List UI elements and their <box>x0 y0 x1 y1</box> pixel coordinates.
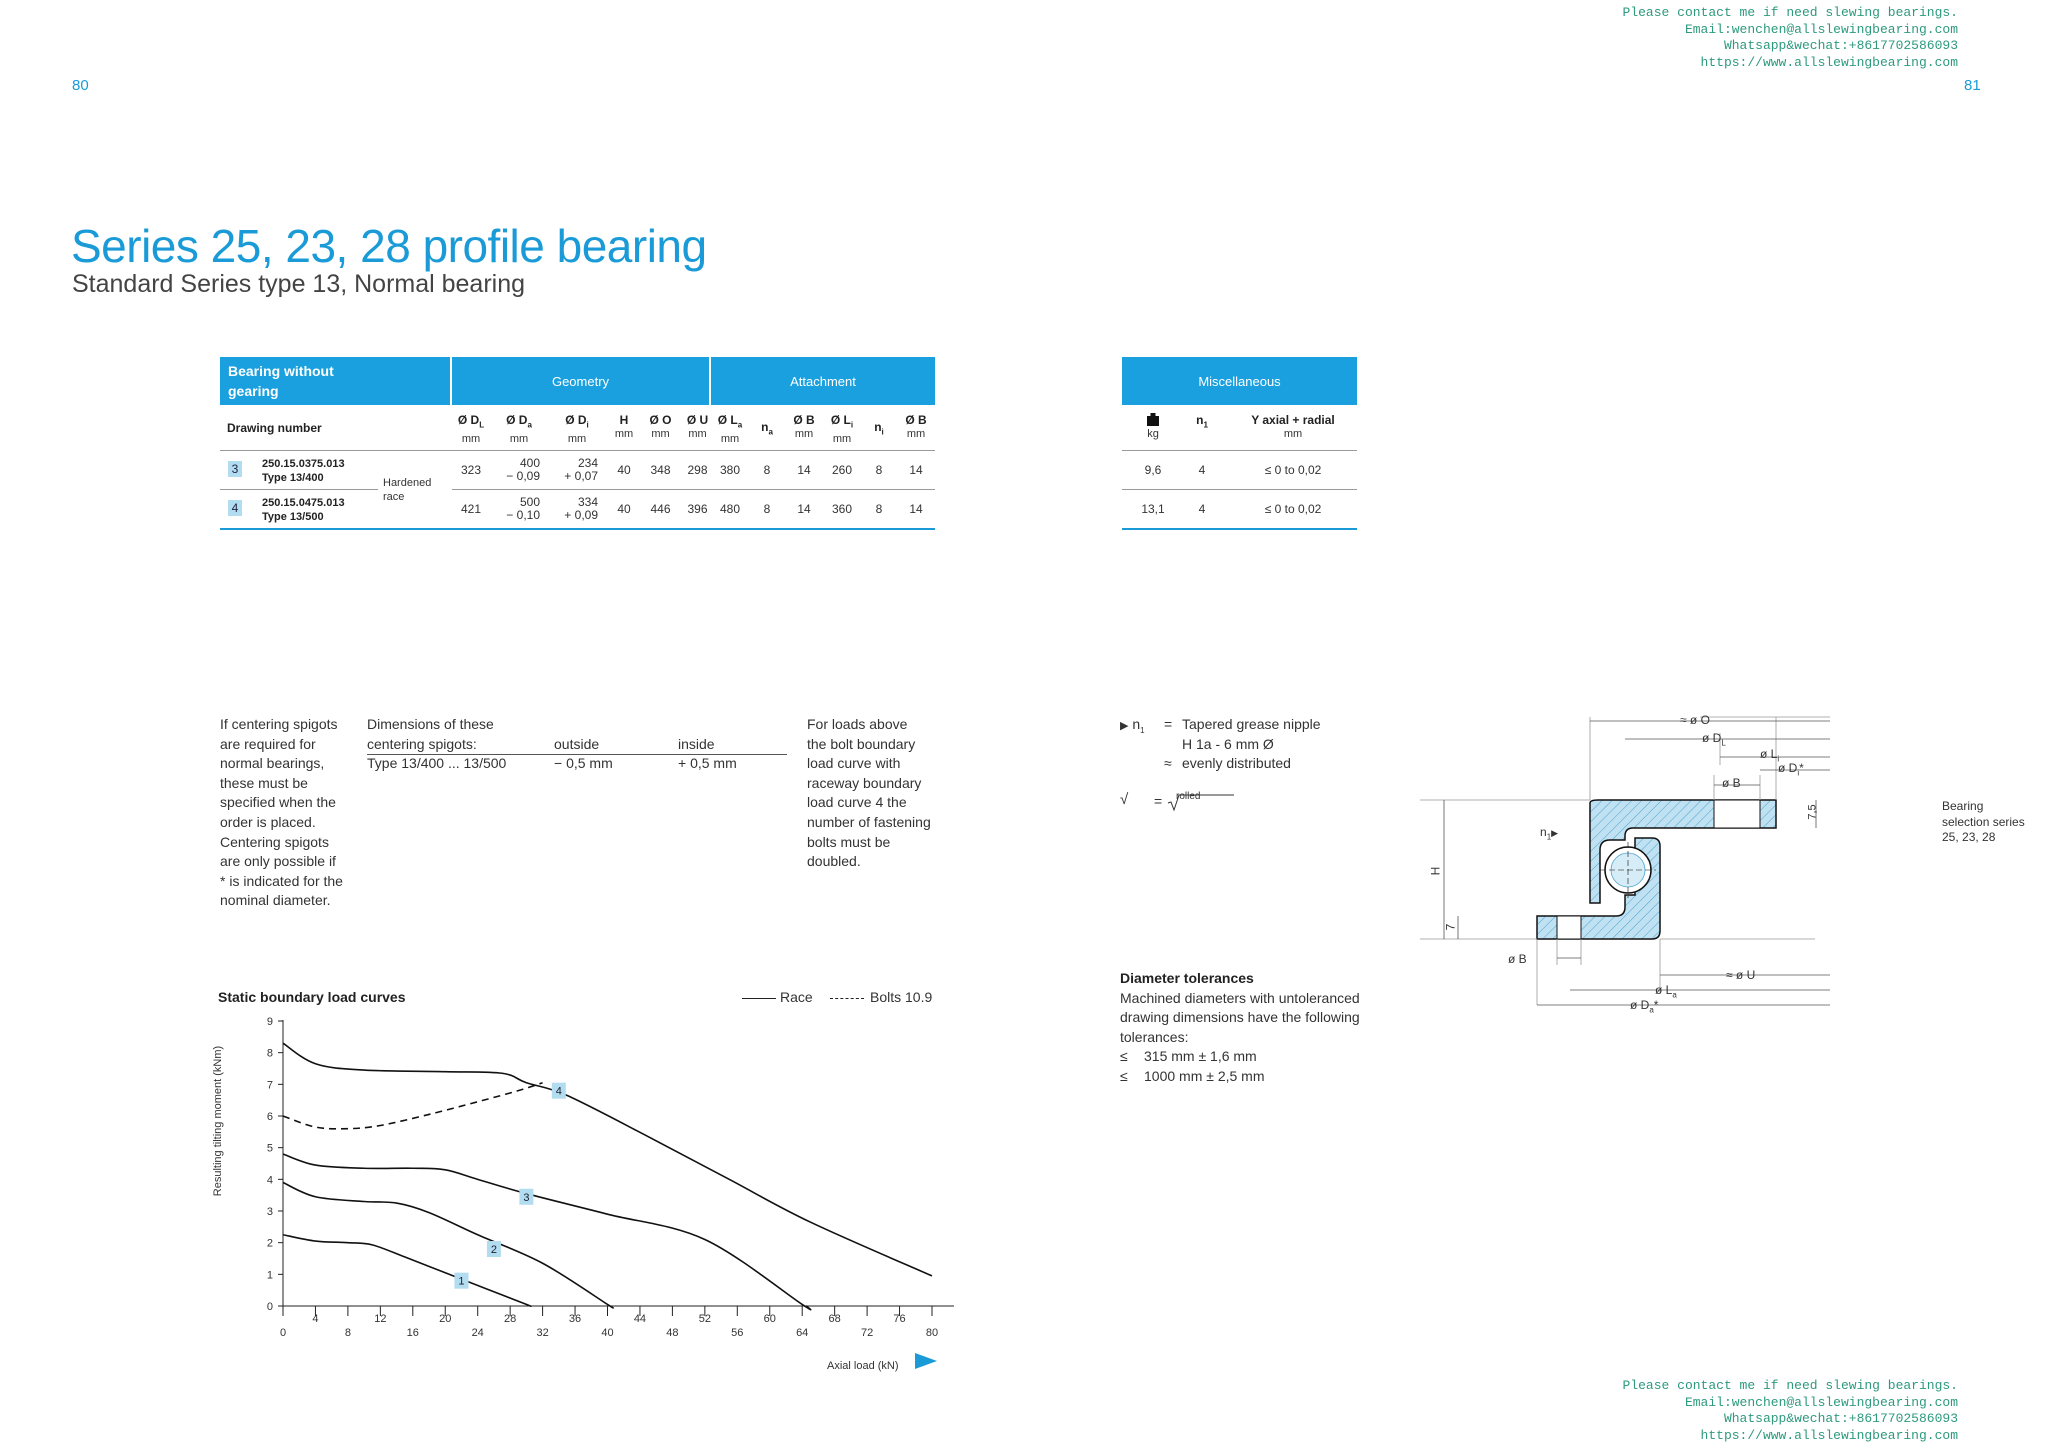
misc-row <box>1122 455 1357 487</box>
table-row <box>220 455 935 487</box>
curve-4-race <box>283 1043 932 1276</box>
x-tick-label: 16 <box>406 1327 419 1339</box>
note-nipple: ▶ $n_1$ = Tapered grease nipple H 1a - 6 mm Ø ≈ evenly distributed <box>1120 716 1321 772</box>
table-header-bearing <box>220 357 450 405</box>
x-tick-label: 12 <box>374 1313 387 1325</box>
x-tick-label: 68 <box>828 1313 841 1325</box>
cell-di: 234 + 0,07 <box>564 456 598 483</box>
x-tick-label: 52 <box>698 1313 711 1325</box>
y-tick-label: 2 <box>266 1237 273 1250</box>
header-label: Attachment <box>790 373 856 389</box>
row-type: Type 13/500 <box>262 511 324 523</box>
root-symbol <box>1166 793 1236 811</box>
cell-kg: 9,6 <box>1144 463 1162 477</box>
table-rule <box>220 489 378 490</box>
x-tick-label: 8 <box>344 1327 351 1339</box>
watermark-line: Whatsapp&wechat:+8617702586093 <box>1723 38 1958 53</box>
watermark-line: Email:wenchen@allslewingbearing.com <box>1684 1394 1958 1410</box>
cell-li: 260 <box>831 463 853 477</box>
note-centering: If centering spigots are required for normal bearings, these must be specified when the order is placed. Centering spigots are only possible if * is indicated for the nominal diameter. <box>220 716 343 909</box>
y-tick-label: 4 <box>266 1174 273 1187</box>
page-title: Series 25, 23, 28 profile bearing <box>71 220 707 272</box>
label-li: ø $L_i$ <box>1760 747 1780 764</box>
col-n1: $n_1$ <box>1196 413 1208 430</box>
col-ni: $n_i$ <box>874 420 884 437</box>
x-tick-label: 20 <box>439 1313 452 1325</box>
note-loads: For loads above the bolt boundary load curve with raceway boundary load curve 4 the number of fastening bolts must be doubled. <box>807 716 931 870</box>
watermark-line: https://www.allslewingbearing.com <box>1700 54 1958 70</box>
x-tick-label: 48 <box>666 1327 679 1339</box>
legend-race: Race <box>742 989 813 1005</box>
curve-2-race <box>283 1183 613 1308</box>
header-label: Bearing without gearing <box>228 363 334 399</box>
curve-label: 2 <box>490 1244 497 1256</box>
col-da: Ø $D_a$ mm <box>506 413 532 446</box>
watermark-line: https://www.allslewingbearing.com <box>1700 1427 1958 1443</box>
col-na: $n_a$ <box>761 420 773 437</box>
x-tick-label: 80 <box>925 1327 939 1339</box>
cell-o: 446 <box>650 502 671 516</box>
table-header-attachment <box>711 357 935 405</box>
triangle-right-icon: ▶ <box>1120 720 1129 732</box>
cell-h: 40 <box>617 502 631 516</box>
table-rule <box>220 450 935 451</box>
label-b-top: ø B <box>1722 776 1741 790</box>
row-drawing: 250.15.0375.013 <box>262 458 345 470</box>
legend-bolts-swatch <box>830 998 864 999</box>
table-rule <box>1122 450 1357 451</box>
misc-headers <box>1122 413 1357 448</box>
col-b2: Ø B mm <box>905 413 927 440</box>
table-bottom-rule <box>1122 528 1357 530</box>
bolt-hole-top <box>1714 800 1760 828</box>
bolt-hole-bottom <box>1557 916 1581 939</box>
label-o: ≈ ø O <box>1680 713 1710 727</box>
x-tick-label: 40 <box>601 1327 614 1339</box>
cell-ni: 8 <box>875 463 883 477</box>
col-di: Ø $D_i$ mm <box>565 413 589 446</box>
label-7-5: 7,5 <box>1806 804 1819 820</box>
x-tick-label: 36 <box>568 1313 582 1325</box>
header-label: Miscellaneous <box>1198 373 1281 389</box>
x-tick-label: 28 <box>504 1313 517 1325</box>
watermark-line: Please contact me if need slewing bearings. <box>1622 5 1958 20</box>
cell-u: 298 <box>687 463 708 477</box>
weight-icon <box>1147 413 1159 426</box>
cell-o: 348 <box>650 463 671 477</box>
col-h: H mm <box>614 413 634 440</box>
curve-4-bolts <box>283 1083 543 1129</box>
y-tick-label: 9 <box>266 1016 273 1028</box>
col-o: Ø O mm <box>649 413 672 440</box>
watermark-line: Whatsapp&wechat:+8617702586093 <box>1723 1411 1958 1426</box>
cell-ni: 8 <box>875 502 883 516</box>
curve-label: 3 <box>523 1191 530 1204</box>
y-tick-label: 5 <box>266 1142 273 1155</box>
rolled-label: rolled <box>1176 791 1201 802</box>
label-h: H <box>1428 866 1443 876</box>
table-header-misc <box>1122 357 1357 405</box>
cell-di: 334 + 0,09 <box>564 495 598 522</box>
table-row <box>220 494 935 526</box>
chart-ylabel: Resulting tilting moment (kNm) <box>212 1045 224 1197</box>
cell-b1: 14 <box>797 502 811 516</box>
side-label: Bearing selection series 25, 23, 28 <box>1942 799 2025 844</box>
cell-kg: 13,1 <box>1141 502 1165 516</box>
hardened-race-label: Hardened race <box>383 477 432 503</box>
cell-li: 360 <box>831 502 853 516</box>
x-tick-label: 32 <box>536 1327 549 1339</box>
y-tick-label: 3 <box>266 1206 273 1218</box>
cell-dl: 421 <box>460 502 482 516</box>
col-b1: Ø B mm <box>793 413 815 440</box>
chart-xlabel: Axial load (kN) <box>827 1360 899 1372</box>
watermark-line: Please contact me if need slewing bearings. <box>1622 1378 1958 1393</box>
col-u: Ø U mm <box>686 413 709 440</box>
x-tick-label: 76 <box>893 1313 906 1325</box>
cell-da: 400 − 0,09 <box>506 456 540 483</box>
y-tick-label: 0 <box>266 1301 273 1313</box>
row-index: 3 <box>228 461 242 477</box>
cell-dl: 323 <box>460 463 482 477</box>
watermark-line: Email:wenchen@allslewingbearing.com <box>1684 21 1958 37</box>
table-rule <box>1122 489 1357 490</box>
curve-label: 4 <box>555 1085 562 1098</box>
cell-na: 8 <box>763 502 771 516</box>
col-la: Ø $L_a$ mm <box>717 413 743 446</box>
row-type: Type 13/400 <box>262 472 324 484</box>
x-tick-label: 72 <box>860 1327 874 1339</box>
cell-n1: 4 <box>1198 502 1206 516</box>
cell-la: 480 <box>719 502 741 516</box>
row-drawing: 250.15.0475.013 <box>262 497 345 509</box>
label-n1: $n_1▶$ <box>1540 825 1559 842</box>
label-la: ø $L_a$ <box>1655 983 1677 1000</box>
x-tick-label: 60 <box>763 1313 776 1325</box>
cell-y: ≤ 0 to 0,02 <box>1264 502 1322 516</box>
col-y: Y axial + radial mm <box>1251 413 1335 440</box>
legend-bolts: Bolts 10.9 <box>830 989 932 1005</box>
watermark-top <box>1560 5 1958 71</box>
label-da: ø $D_a*$ <box>1630 998 1659 1015</box>
y-tick-label: 7 <box>266 1079 273 1092</box>
cell-da: 500 − 0,10 <box>506 495 540 522</box>
col-li: Ø $L_i$ mm <box>830 413 854 446</box>
curve-label: 1 <box>458 1275 465 1288</box>
chart-title: Static boundary load curves <box>218 989 406 1005</box>
column-headers <box>452 413 935 448</box>
page-subtitle: Standard Series type 13, Normal bearing <box>72 270 526 298</box>
x-tick-label: 64 <box>796 1327 809 1339</box>
x-axis-arrow-icon <box>915 1353 937 1369</box>
x-tick-label: 56 <box>731 1327 744 1339</box>
header-label: Geometry <box>551 373 610 389</box>
cell-b1: 14 <box>797 463 811 477</box>
x-tick-label: 4 <box>312 1313 319 1325</box>
label-7: 7 <box>1443 923 1458 931</box>
page-number-left: 80 <box>72 77 89 94</box>
y-tick-label: 8 <box>266 1047 273 1060</box>
check-symbol: √ <box>1120 791 1129 808</box>
y-tick-label: 1 <box>266 1269 273 1282</box>
cell-y: ≤ 0 to 0,02 <box>1264 463 1322 477</box>
note-rolled: √ = rolled <box>1120 790 1240 820</box>
drawing-number-header: Drawing number <box>227 421 322 435</box>
cell-b2: 14 <box>909 463 923 477</box>
label-u: ≈ ø U <box>1726 968 1756 982</box>
row-index: 4 <box>228 500 242 516</box>
y-tick-label: 6 <box>266 1111 273 1123</box>
cell-u: 396 <box>687 502 708 516</box>
x-tick-label: 44 <box>633 1313 647 1325</box>
table-header-geometry <box>452 357 709 405</box>
table-bottom-rule <box>220 528 935 530</box>
load-curve-chart <box>210 1010 980 1380</box>
triangle-right-icon: ▶ <box>1551 828 1559 838</box>
misc-row <box>1122 494 1357 526</box>
x-tick-label: 24 <box>471 1327 484 1339</box>
legend-race-swatch <box>742 998 776 999</box>
curve-3-race <box>283 1154 811 1310</box>
page-number-right: 81 <box>1964 77 1981 94</box>
note-spigot-dims: Dimensions of these centering spigots: outside inside Type 13/400 ... 13/500 − 0,5 mm + 0,5 mm <box>367 715 787 775</box>
cell-n1: 4 <box>1198 463 1206 477</box>
col-weight: kg <box>1130 413 1176 441</box>
cell-h: 40 <box>617 463 631 477</box>
label-di: ø $D_i*$ <box>1778 761 1804 778</box>
table-rule <box>452 489 935 490</box>
col-dl: Ø $D_L$ mm <box>457 413 485 446</box>
watermark-bottom <box>1560 1378 1958 1444</box>
label-dl: ø $D_L$ <box>1702 731 1726 748</box>
cell-na: 8 <box>763 463 771 477</box>
diameter-tolerances: Diameter tolerances Machined diameters with untoleranced drawing dimensions have the following tolerances: ≤ 315 mm ± 1,6 mm ≤ 1000 mm ± 2,5 mm <box>1120 970 1360 1084</box>
cell-la: 380 <box>719 463 741 477</box>
label-b-bot: ø B <box>1508 952 1527 966</box>
cell-b2: 14 <box>909 502 923 516</box>
x-tick-label: 0 <box>279 1327 287 1339</box>
